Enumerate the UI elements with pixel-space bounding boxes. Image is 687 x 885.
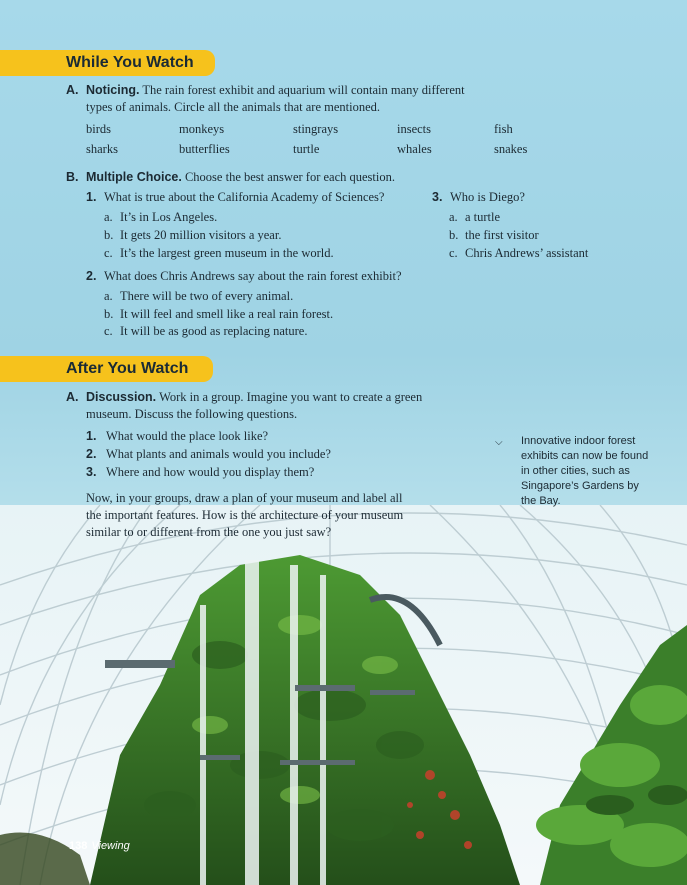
discussion-question-2-text: What plants and animals would you include? [106,447,331,461]
question-2-number: 2. [86,269,97,283]
discussion-question-2 [86,446,331,463]
discussion-instruction [66,389,466,423]
discussion-question-1 [86,428,268,445]
question-1-text: What is true about the California Academy of Sciences? [104,190,385,204]
noticing-text-line-2: types of animals. Circle all the animals that are mentioned. [86,100,381,114]
discussion-question-3 [86,464,314,481]
animal-fish[interactable]: fish [494,122,513,136]
caption-line-5: the Bay. [521,495,561,507]
q3-option-a-text: a turtle [465,210,501,224]
animal-turtle[interactable]: turtle [293,142,320,156]
caption-line-4: Singapore’s Gardens by [521,480,639,492]
discussion-text-line-2: museum. Discuss the following questions. [86,407,298,421]
caption-line-1: Innovative indoor forest [521,435,636,447]
section-b-letter: B. [66,170,79,184]
q3-option-a-letter: a. [449,210,458,224]
question-2-text: What does Chris Andrews say about the rain forest exhibit? [104,269,402,283]
animal-whales[interactable]: whales [397,142,432,156]
noticing-label: Noticing. [86,83,140,97]
question-1 [86,189,426,206]
q3-option-c-letter: c. [449,246,458,260]
discussion-paragraph-line-1: Now, in your groups, draw a plan of your museum and label all [86,491,403,505]
animal-butterflies[interactable]: butterflies [179,142,230,156]
q3-option-c[interactable] [449,245,588,262]
animal-sharks[interactable]: sharks [86,142,118,156]
indoor-forest-photo [0,505,687,885]
while-you-watch-heading: While You Watch [0,50,215,76]
after-you-watch-heading: After You Watch [0,356,213,382]
q1-option-a-text: It’s in Los Angeles. [120,210,218,224]
animal-birds[interactable]: birds [86,122,111,136]
discussion-paragraph [86,490,446,541]
q2-option-b-text: It will feel and smell like a real rain forest. [120,307,334,321]
noticing-text-line-1: The rain forest exhibit and aquarium will contain many different [142,83,465,97]
question-3-number: 3. [432,190,443,204]
q3-option-a[interactable] [449,209,500,226]
q2-option-b[interactable] [104,306,333,323]
multiple-choice-label: Multiple Choice. [86,170,182,184]
question-2 [86,268,446,285]
section-a-letter: A. [66,83,79,97]
q1-option-b-text: It gets 20 million visitors a year. [120,228,282,242]
q2-option-a-text: There will be two of every animal. [120,289,294,303]
question-1-number: 1. [86,190,97,204]
question-3-text: Who is Diego? [450,190,525,204]
discussion-question-2-number: 2. [86,447,97,461]
discussion-paragraph-line-3: similar to or different from the one you just saw? [86,525,332,539]
q3-option-b-text: the first visitor [465,228,539,242]
discussion-label: Discussion. [86,390,157,404]
after-section-a-letter: A. [66,390,79,404]
photo-caption [495,434,663,509]
discussion-question-3-text: Where and how would you display them? [106,465,315,479]
discussion-paragraph-line-2: the important features. How is the architecture of your museum [86,508,404,522]
animal-stingrays[interactable]: stingrays [293,122,339,136]
q1-option-c[interactable] [104,245,334,262]
q1-option-c-text: It’s the largest green museum in the world. [120,246,334,260]
discussion-text-line-1: Work in a group. Imagine you want to create a green [159,390,423,404]
discussion-question-3-number: 3. [86,465,97,479]
q3-option-b-letter: b. [449,228,459,242]
discussion-question-1-text: What would the place look like? [106,429,269,443]
q1-option-b[interactable] [104,227,281,244]
q1-option-c-letter: c. [104,246,113,260]
q1-option-a[interactable] [104,209,217,226]
q3-option-b[interactable] [449,227,539,244]
q2-option-b-letter: b. [104,307,114,321]
page-number: 138 [69,840,88,852]
page-footer [69,840,130,852]
caption-line-2: exhibits can now be found [521,450,649,462]
q2-option-c-letter: c. [104,324,113,338]
q2-option-c-text: It will be as good as replacing nature. [120,324,308,338]
footer-section: Viewing [91,840,130,852]
q2-option-a[interactable] [104,288,293,305]
animal-insects[interactable]: insects [397,122,432,136]
q1-option-a-letter: a. [104,210,113,224]
question-3 [432,189,632,206]
animal-monkeys[interactable]: monkeys [179,122,225,136]
noticing-instruction [66,82,486,116]
q1-option-b-letter: b. [104,228,114,242]
q2-option-a-letter: a. [104,289,113,303]
multiple-choice-text: Choose the best answer for each question. [184,170,395,184]
discussion-question-1-number: 1. [86,429,97,443]
q2-option-c[interactable] [104,323,307,340]
animal-snakes[interactable]: snakes [494,142,528,156]
q3-option-c-text: Chris Andrews’ assistant [465,246,589,260]
multiple-choice-instruction [66,169,466,186]
chevron-down-icon: ⌵ [495,437,503,448]
caption-line-3: in other cities, such as [521,465,630,477]
